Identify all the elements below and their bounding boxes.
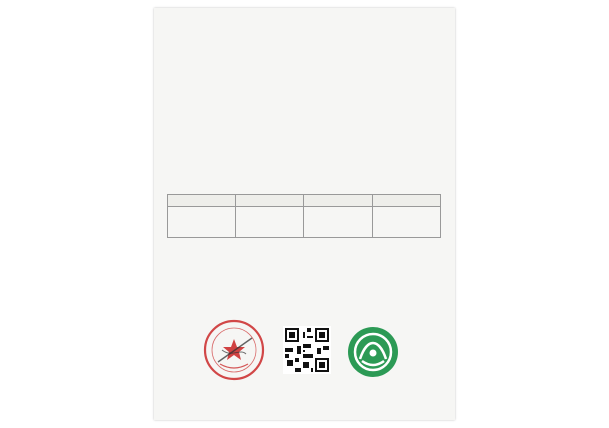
table-header-cell xyxy=(168,195,236,207)
table-cell xyxy=(168,207,236,238)
table-cell xyxy=(372,207,440,238)
organic-product-logo-icon xyxy=(347,326,399,378)
table-header-cell xyxy=(304,195,372,207)
qr-code-icon xyxy=(283,326,331,374)
product-table xyxy=(167,194,441,238)
table-cell xyxy=(304,207,372,238)
official-seal-stamp-icon xyxy=(202,318,266,382)
table-header-cell xyxy=(372,195,440,207)
table-cell xyxy=(236,207,304,238)
table-header-cell xyxy=(236,195,304,207)
certificate-sheet xyxy=(154,8,455,420)
table-header-row xyxy=(168,195,441,207)
table-row xyxy=(168,207,441,238)
